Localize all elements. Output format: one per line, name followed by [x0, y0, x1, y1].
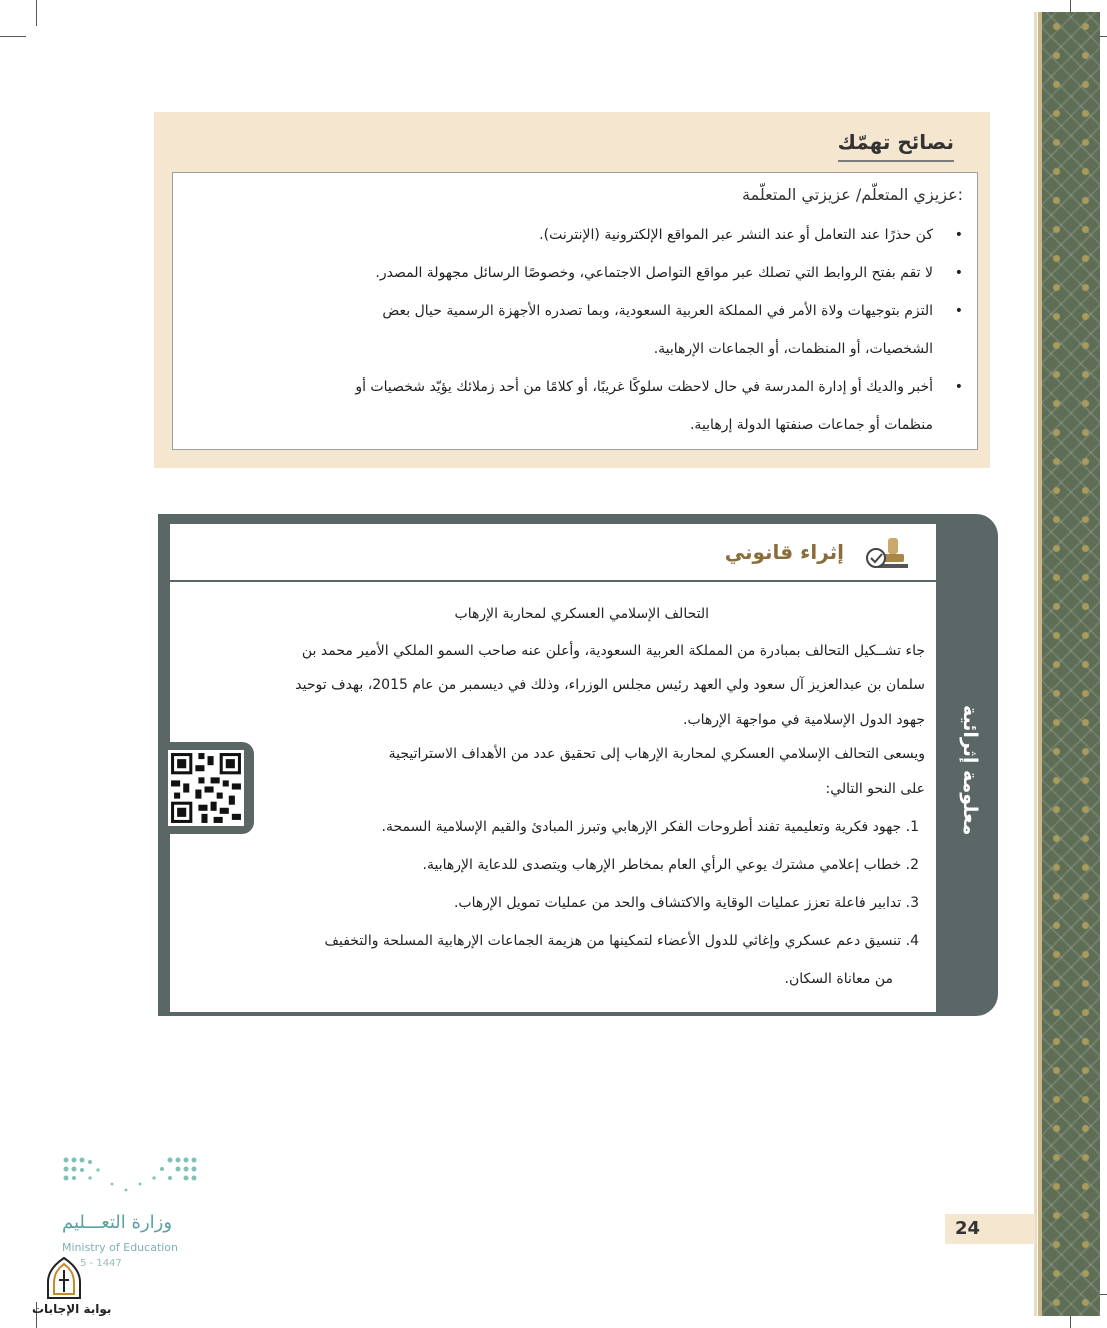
tips-box [154, 112, 990, 468]
ministry-logo-dots [62, 1156, 198, 1196]
bullet-icon: • [954, 303, 963, 319]
legal-subtitle: التحالف الإسلامي العسكري لمحاربة الإرهاب [454, 606, 709, 622]
legal-paragraph-line: ويسعى التحالف الإسلامي العسكري لمحاربة الإرهاب إلى تحقيق عدد من الأهداف الاستراتيجية [388, 746, 925, 762]
stamp-icon [864, 536, 908, 572]
tips-greeting: عزيزي المتعلّم/ عزيزتي المتعلّمة: [742, 185, 963, 204]
tip-item: لا تقم بفتح الروابط التي تصلك عبر مواقع التواصل الاجتماعي، وخصوصًا الرسائل مجهولة المصدر. [375, 265, 933, 281]
tips-content [172, 172, 978, 450]
legal-title: إثراء قانوني [724, 540, 844, 564]
tip-item: التزم بتوجيهات ولاة الأمر في المملكة العربية السعودية، وبما تصدره الأجهزة الرسمية حيال بعض [382, 303, 933, 319]
site-name: بوابة الإجابات [32, 1302, 112, 1316]
tip-item-continued: الشخصيات، أو المنظمات، أو الجماعات الإرهابية. [653, 341, 933, 357]
legal-list-item: 1. جهود فكرية وتعليمية تفند أطروحات الفكر الإرهابي وتبرز المبادئ والقيم الإسلامية السمحة. [381, 819, 919, 835]
tip-item: أخبر والديك أو إدارة المدرسة في حال لاحظت سلوكًا غريبًا، أو كلامًا من أحد زملائك يؤيّد شخصيات أو [355, 379, 933, 395]
legal-list-item: 3. تدابير فاعلة تعزز عمليات الوقاية والاكتشاف والحد من عمليات تمويل الإرهاب. [453, 895, 919, 911]
legal-list-item: 4. تنسيق دعم عسكري وإغاثي للدول الأعضاء لتمكينها من هزيمة الجماعات الإرهابية المسلحة والتخفيف [324, 933, 919, 949]
side-label: معلومة إثرائية [959, 704, 981, 836]
legal-list-item-continued: من معاناة السكان. [784, 971, 893, 987]
crop-mark [0, 36, 26, 37]
tips-title: نصائح تهمّك [838, 130, 954, 162]
bullet-icon: • [954, 265, 963, 281]
tip-item: كن حذرًا عند التعامل أو عند النشر عبر المواقع الإلكترونية (الإنترنت). [539, 227, 933, 243]
legal-paragraph-line: جاء تشــكيل التحالف بمبادرة من المملكة العربية السعودية، وأعلن عنه صاحب السمو الملكي الأمير محمد بن [301, 643, 925, 659]
site-logo-icon [44, 1256, 84, 1300]
page-number: 24 [945, 1214, 1035, 1244]
bullet-icon: • [954, 227, 963, 243]
legal-paragraph-line: جهود الدول الإسلامية في مواجهة الإرهاب. [683, 712, 925, 728]
edition-year: 5 - 1447 [80, 1258, 122, 1269]
legal-paragraph-line: على النحو التالي: [825, 781, 925, 797]
legal-paragraph-line: سلمان بن عبدالعزيز آل سعود ولي العهد رئيس مجلس الوزراء، وذلك في ديسمبر من عام 2015، بهدف توحيد [295, 677, 925, 693]
qr-code-icon[interactable] [168, 750, 244, 826]
bullet-icon: • [954, 379, 963, 395]
tip-item-continued: منظمات أو جماعات صنفتها الدولة إرهابية. [689, 417, 933, 433]
crop-mark [36, 0, 37, 26]
legal-list-item: 2. خطاب إعلامي مشترك يوعي الرأي العام بمخاطر الإرهاب ويتصدى للدعاية الإرهابية. [422, 857, 919, 873]
border-edge [1034, 12, 1037, 1316]
decorative-pattern-border [1038, 12, 1100, 1316]
legal-header [170, 524, 936, 582]
ministry-name-arabic: وزارة التعـــليم [62, 1212, 173, 1233]
ministry-name-english: Ministry of Education [62, 1241, 179, 1254]
